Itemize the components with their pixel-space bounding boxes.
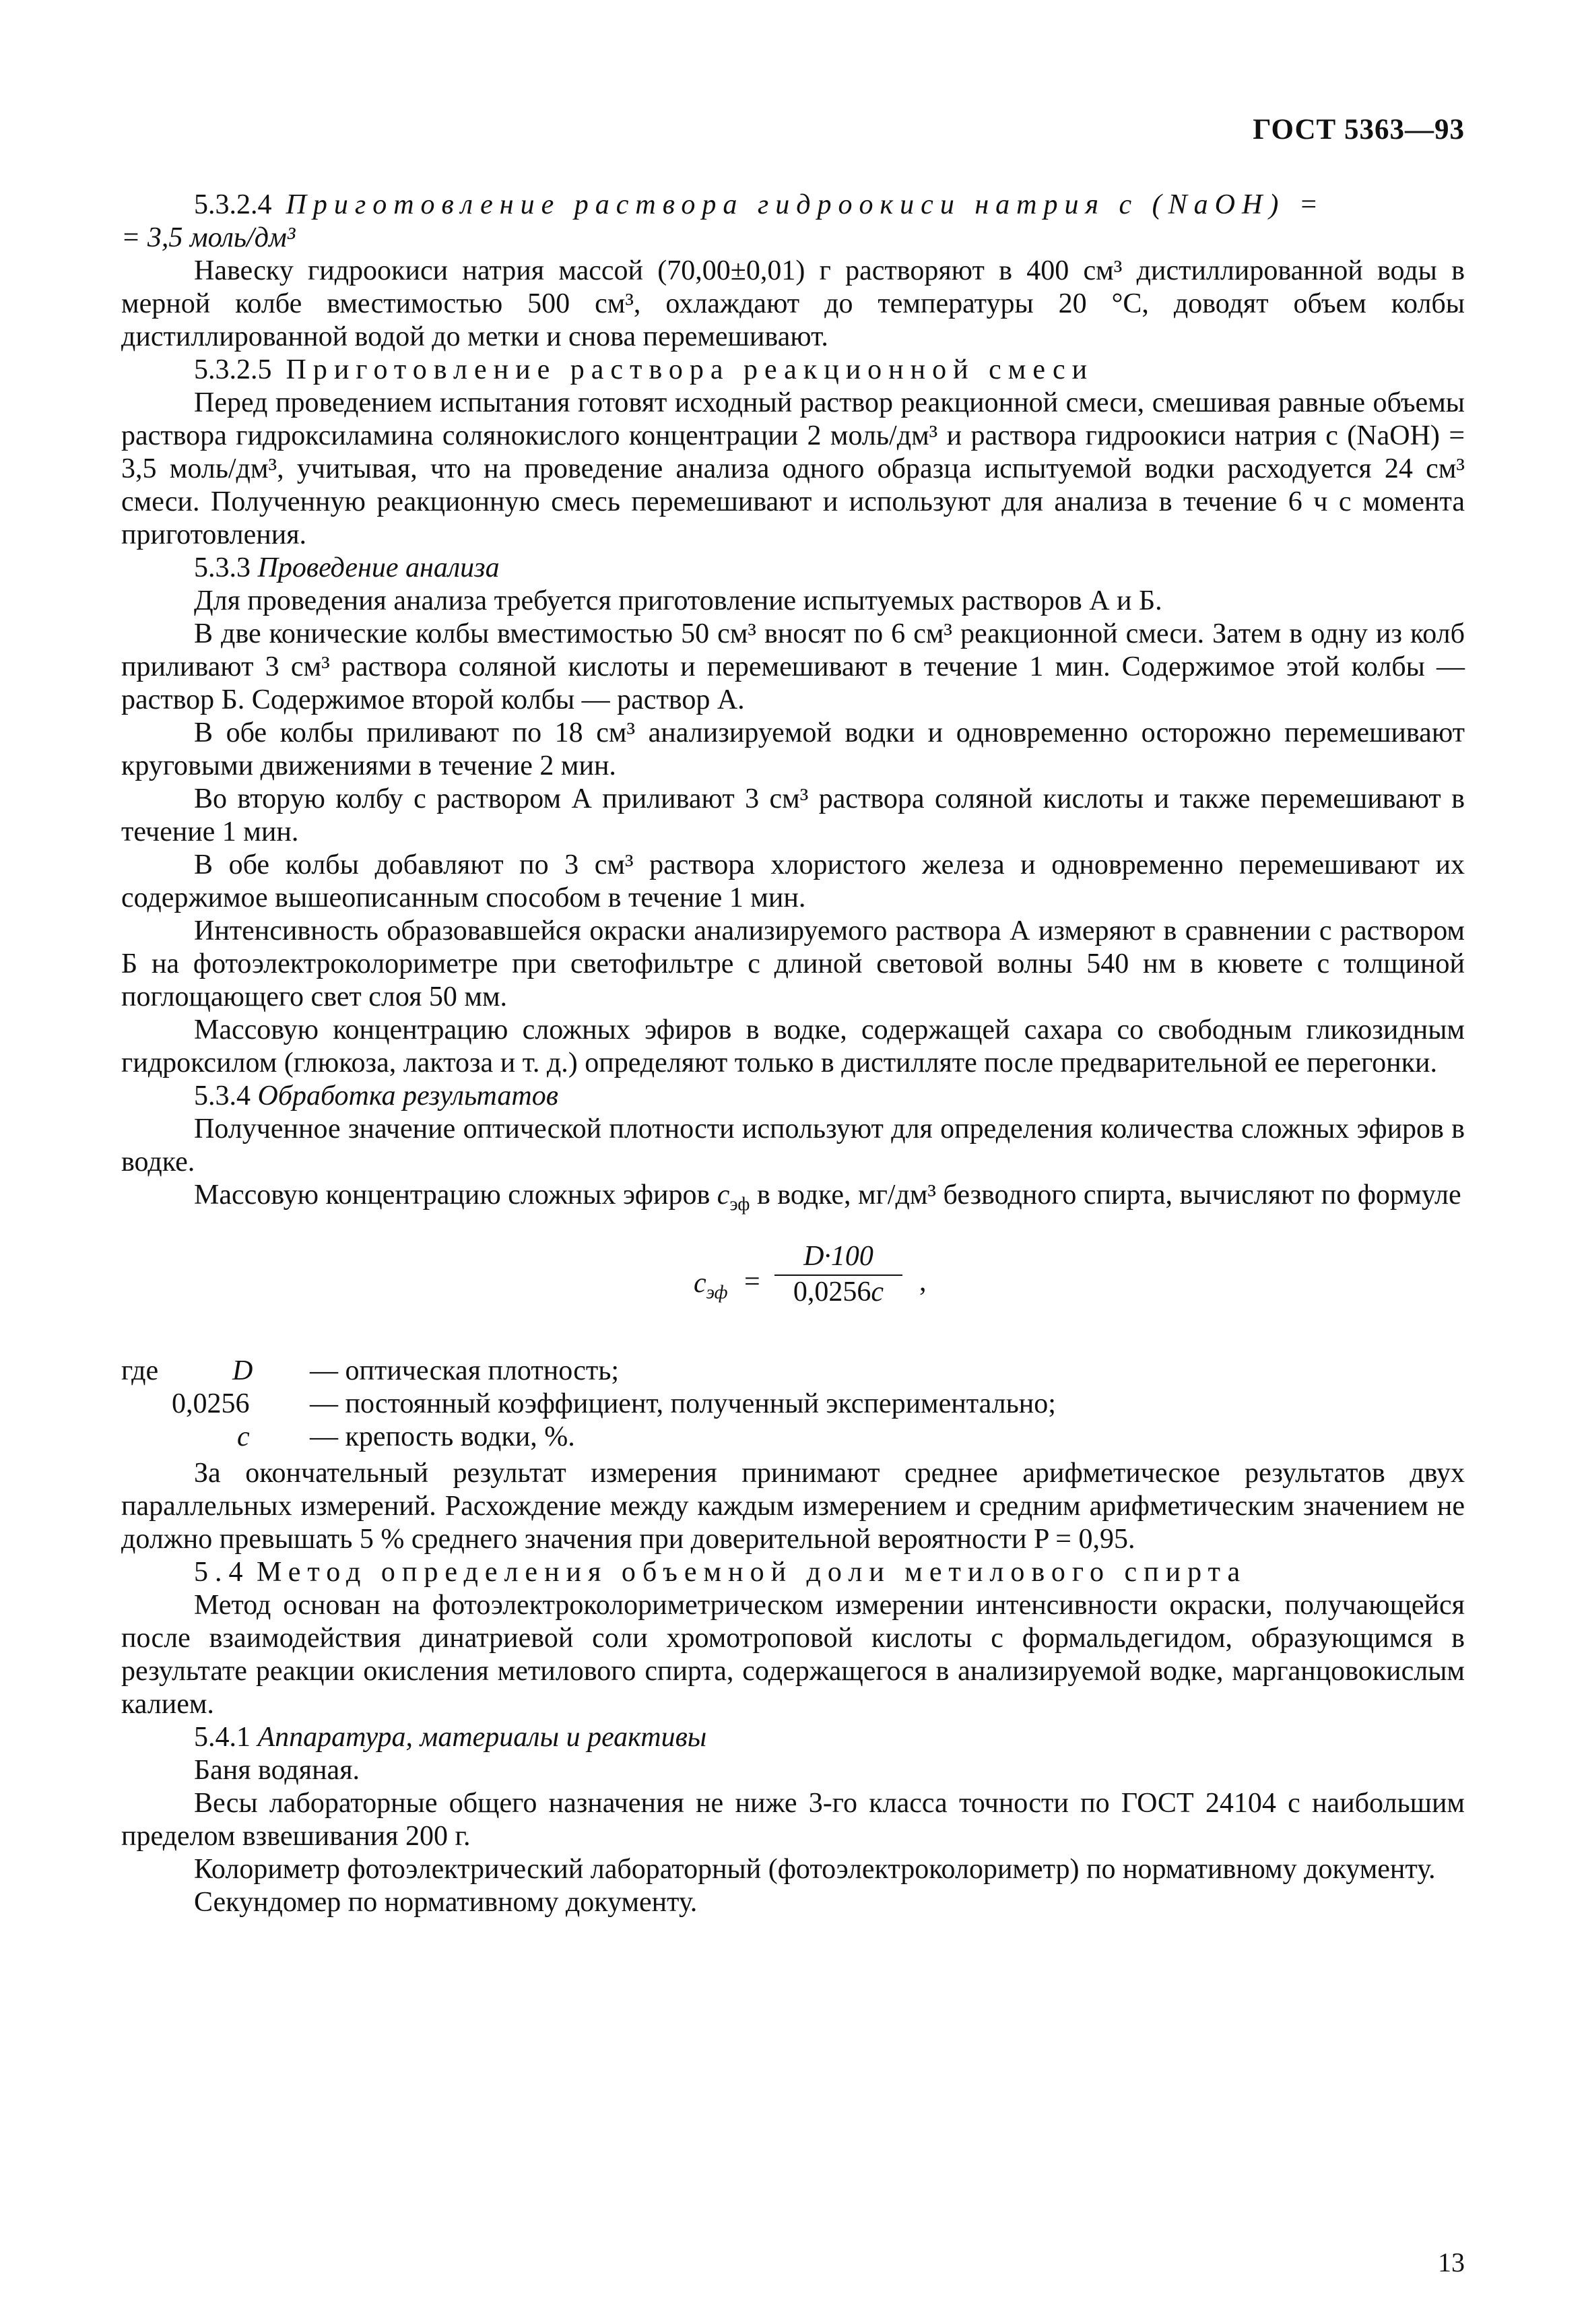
section-title: Приготовление раствора реакционной смеси <box>286 354 1094 385</box>
section-title: Метод определения объемной доли метилового спирта <box>257 1557 1247 1588</box>
page-header-standard: ГОСТ 5363—93 <box>1253 114 1465 146</box>
section-title: Приготовление раствора гидроокиси натрия c (NaOH) = <box>286 189 1325 220</box>
page-number: 13 <box>1438 2247 1465 2278</box>
formula-equals: = <box>744 1266 760 1297</box>
legend-row <box>121 1388 1465 1421</box>
formula-comma: , <box>919 1266 927 1297</box>
legend-row <box>121 1421 1465 1454</box>
equipment-item: Весы лабораторные общего назначения не ниже 3-го класса точности по ГОСТ 24104 с наибольшим пределом взвешивания 200 г. <box>121 1788 1465 1852</box>
paragraph: В обе колбы добавляют по 3 см³ раствора хлористого железа и одновременно перемешивают их содержимое вышеописанным способом в течение 1 мин. <box>121 849 1465 913</box>
formula-fraction <box>774 1240 902 1309</box>
section-5324-heading <box>121 189 1465 222</box>
section-541-heading <box>121 1721 1465 1754</box>
equipment-item: Секундомер по нормативному документу. <box>194 1887 698 1918</box>
document-body <box>121 189 1465 1919</box>
section-number: 5.4 <box>194 1557 250 1588</box>
result-paragraph: За окончательный результат измерения принимают среднее арифметическое результатов двух параллельных измерений. Расхождение между каждым измерением и средним арифметическим значением не должно превышать 5 % среднего значения при доверительной вероятности P = 0,95. <box>121 1458 1465 1555</box>
symbol-c: c <box>717 1180 730 1211</box>
legend-key: D <box>232 1355 253 1386</box>
section-number: 5.4.1 <box>194 1722 251 1753</box>
section-5325-heading <box>121 354 1465 387</box>
legend-text: — постоянный коэффициент, полученный экспериментально; <box>310 1388 1056 1419</box>
section-533-heading <box>121 552 1465 585</box>
section-54-text: Метод основан на фотоэлектроколориметрическом измерении интенсивности окраски, получающейся после взаимодействия динатриевой соли хромотроповой кислоты с формальдегидом, образующимся в результате реакции окисления метилового спирта, содержащегося в анализируемой водке, марганцовокислым калием. <box>121 1590 1465 1720</box>
equipment-item: Колориметр фотоэлектрический лабораторный (фотоэлектроколориметр) по нормативному документу. <box>194 1854 1436 1885</box>
section-title: Аппаратура, материалы и реактивы <box>257 1722 707 1753</box>
paragraph: Для проведения анализа требуется приготовление испытуемых растворов А и Б. <box>194 585 1162 616</box>
paragraph-formula-intro: Массовую концентрацию сложных эфиров $c_{эф}$ в водке, мг/дм³ безводного спирта, вычисляют по формуле <box>194 1180 1461 1215</box>
section-title: Обработка результатов <box>257 1080 558 1111</box>
legend-key: c <box>237 1421 250 1452</box>
formula-denominator: 0,0256c <box>774 1274 902 1309</box>
formula-lhs: $c_{эф}$ <box>694 1268 728 1303</box>
formula-numerator: D·100 <box>803 1241 873 1272</box>
section-54-heading <box>121 1556 1465 1589</box>
section-534-heading <box>121 1080 1465 1113</box>
formula <box>121 1227 1465 1348</box>
section-number: 5.3.2.5 <box>194 354 272 385</box>
section-number: 5.3.3 <box>194 552 251 583</box>
legend-where: где <box>121 1355 159 1386</box>
section-5324-title-cont: = 3,5 моль/дм³ <box>121 222 296 253</box>
legend-text: — оптическая плотность; <box>310 1355 620 1386</box>
legend-key: 0,0256 <box>172 1388 250 1419</box>
paragraph: В две конические колбы вместимостью 50 см³ вносят по 6 см³ реакционной смеси. Затем в одну из колб приливают 3 см³ раствора соляной кислоты и перемешивают в течение 1 мин. Содержимое этой колбы — раствор Б. Содержимое второй колбы — раствор А. <box>121 618 1465 715</box>
section-title: Проведение анализа <box>257 552 500 583</box>
paragraph: Интенсивность образовавшейся окраски анализируемого раствора А измеряют в сравнении с раствором Б на фотоэлектроколориметре при светофильтре с длиной световой волны 540 нм в кювете с толщиной поглощающего свет слоя 50 мм. <box>121 915 1465 1012</box>
legend-row <box>121 1355 1465 1388</box>
section-number: 5.3.2.4 <box>194 189 272 220</box>
equipment-item: Баня водяная. <box>194 1755 360 1786</box>
legend-text: — крепость водки, %. <box>310 1421 575 1452</box>
formula-legend <box>121 1355 1465 1456</box>
document-page <box>121 0 1465 2324</box>
paragraph: В обе колбы приливают по 18 см³ анализируемой водки и одновременно осторожно перемешивают круговыми движениями в течение 2 мин. <box>121 717 1465 781</box>
section-5324-text: Навеску гидроокиси натрия массой (70,00±0,01) г растворяют в 400 см³ дистиллированной воды в мерной колбе вместимостью 500 см³, охлаждают до температуры 20 °С, доводят объем колбы дистиллированной водой до метки и снова перемешивают. <box>121 255 1465 352</box>
section-5325-text: Перед проведением испытания готовят исходный раствор реакционной смеси, смешивая равные объемы раствора гидроксиламина солянокислого концентрации 2 моль/дм³ и раствора гидроокиси натрия c (NaOH) = 3,5 моль/дм³, учитывая, что на проведение анализа одного образца испытуемой водки расходуется 24 см³ смеси. Полученную реакционную смесь перемешивают и используют для анализа в течение 6 ч с момента приготовления. <box>121 387 1465 550</box>
paragraph: Во вторую колбу с раствором А приливают 3 см³ раствора соляной кислоты и также перемешивают в течение 1 мин. <box>121 783 1465 847</box>
paragraph: Полученное значение оптической плотности используют для определения количества сложных эфиров в водке. <box>121 1113 1465 1177</box>
section-number: 5.3.4 <box>194 1080 251 1111</box>
paragraph: Массовую концентрацию сложных эфиров в водке, содержащей сахара со свободным гликозидным гидроксилом (глюкоза, лактоза и т. д.) определяют только в дистилляте после предварительной ее перегонки. <box>121 1014 1465 1078</box>
